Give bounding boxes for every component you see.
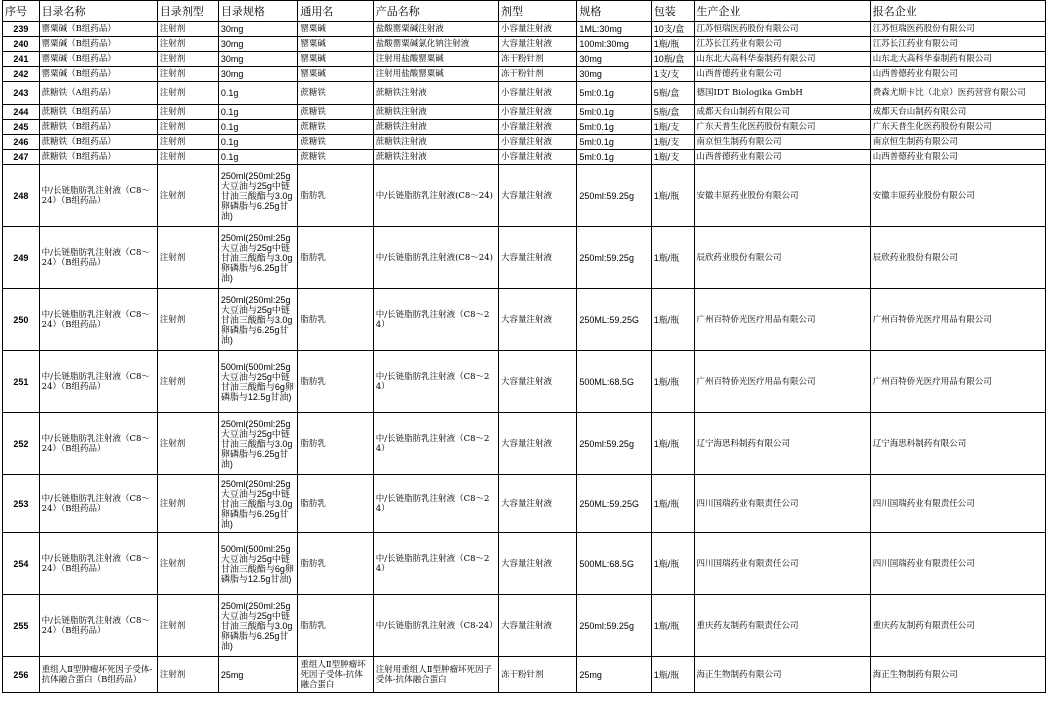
product-name-cell: 蔗糖铁注射液: [373, 82, 498, 105]
manufacturer-cell: 南京恒生制药有限公司: [694, 135, 870, 150]
spec-cell: 25mg: [577, 657, 651, 693]
catalog-spec-cell: 0.1g: [218, 150, 297, 165]
generic-name-cell: 罂粟碱: [298, 37, 373, 52]
col-header-package: 包装: [651, 1, 694, 22]
manufacturer-cell: 山西普德药业有限公司: [694, 67, 870, 82]
generic-name-cell: 脂肪乳: [298, 533, 373, 595]
table-row: [3, 475, 1046, 533]
manufacturer-cell: 辰欣药业股份有限公司: [694, 227, 870, 289]
applicant-cell: 山西普德药业有限公司: [870, 150, 1045, 165]
generic-name-cell: 罂粟碱: [298, 52, 373, 67]
spec-cell: 100ml:30mg: [577, 37, 651, 52]
generic-name-cell: 蔗糖铁: [298, 120, 373, 135]
product-name-cell: 注射用盐酸罂粟碱: [373, 52, 498, 67]
applicant-cell: 安徽丰原药业股份有限公司: [870, 165, 1045, 227]
package-cell: 1瓶/支: [651, 150, 694, 165]
catalog-spec-cell: 250ml(250ml:25g大豆油与25g中链甘油三酸酯与3.0g卵磷脂与6.25g甘油): [218, 475, 297, 533]
row-index-cell: 240: [3, 37, 40, 52]
catalog-spec-cell: 30mg: [218, 67, 297, 82]
package-cell: 1瓶/瓶: [651, 165, 694, 227]
row-index-cell: 250: [3, 289, 40, 351]
catalog-form-cell: 注射剂: [157, 475, 218, 533]
table-row: [3, 657, 1046, 693]
manufacturer-cell: 山西普德药业有限公司: [694, 150, 870, 165]
spec-cell: 30mg: [577, 67, 651, 82]
catalog-name-cell: 中/长链脂肪乳注射液（C8～24）（B组药品）: [39, 475, 157, 533]
product-name-cell: 蔗糖铁注射液: [373, 120, 498, 135]
catalog-form-cell: 注射剂: [157, 67, 218, 82]
catalog-form-cell: 注射剂: [157, 22, 218, 37]
product-name-cell: 注射用重组人Ⅱ型肿瘤坏死因子受体-抗体融合蛋白: [373, 657, 498, 693]
catalog-name-cell: 中/长链脂肪乳注射液（C8～24）（B组药品）: [39, 165, 157, 227]
dosage-form-cell: 小容量注射液: [498, 120, 576, 135]
table-row: [3, 52, 1046, 67]
generic-name-cell: 脂肪乳: [298, 227, 373, 289]
catalog-form-cell: 注射剂: [157, 105, 218, 120]
product-name-cell: 盐酸罂粟碱氯化钠注射液: [373, 37, 498, 52]
dosage-form-cell: 大容量注射液: [498, 413, 576, 475]
dosage-form-cell: 小容量注射液: [498, 105, 576, 120]
dosage-form-cell: 大容量注射液: [498, 165, 576, 227]
table-row: [3, 37, 1046, 52]
catalog-spec-cell: 250ml(250ml:25g大豆油与25g中链甘油三酸酯与3.0g卵磷脂与6.25g甘油): [218, 595, 297, 657]
catalog-form-cell: 注射剂: [157, 595, 218, 657]
applicant-cell: 山西普德药业有限公司: [870, 67, 1045, 82]
product-name-cell: 蔗糖铁注射液: [373, 135, 498, 150]
generic-name-cell: 脂肪乳: [298, 475, 373, 533]
catalog-form-cell: 注射剂: [157, 135, 218, 150]
package-cell: 1瓶/瓶: [651, 227, 694, 289]
dosage-form-cell: 冻干粉针剂: [498, 657, 576, 693]
generic-name-cell: 脂肪乳: [298, 413, 373, 475]
col-header-index: 序号: [3, 1, 40, 22]
package-cell: 1支/支: [651, 67, 694, 82]
package-cell: 1瓶/瓶: [651, 351, 694, 413]
product-name-cell: 中/长链脂肪乳注射液（C8～24）: [373, 351, 498, 413]
spec-cell: 5ml:0.1g: [577, 120, 651, 135]
manufacturer-cell: 辽宁海思科制药有限公司: [694, 413, 870, 475]
catalog-spec-cell: 500ml(500ml:25g大豆油与25g中链甘油三酸酯与6g卵磷脂与12.5g甘油): [218, 533, 297, 595]
generic-name-cell: 脂肪乳: [298, 595, 373, 657]
generic-name-cell: 蔗糖铁: [298, 82, 373, 105]
dosage-form-cell: 小容量注射液: [498, 22, 576, 37]
table-row: [3, 82, 1046, 105]
catalog-name-cell: 中/长链脂肪乳注射液（C8～24）（B组药品）: [39, 351, 157, 413]
product-name-cell: 中/长链脂肪乳注射液（C8～24）: [373, 533, 498, 595]
catalog-spec-cell: 0.1g: [218, 82, 297, 105]
catalog-spec-cell: 250ml(250ml:25g大豆油与25g中链甘油三酸酯与3.0g卵磷脂与6.25g甘油): [218, 413, 297, 475]
dosage-form-cell: 大容量注射液: [498, 227, 576, 289]
catalog-name-cell: 蔗糖铁（B组药品）: [39, 135, 157, 150]
row-index-cell: 253: [3, 475, 40, 533]
table-row: [3, 105, 1046, 120]
dosage-form-cell: 冻干粉针剂: [498, 67, 576, 82]
catalog-spec-cell: 30mg: [218, 52, 297, 67]
row-index-cell: 239: [3, 22, 40, 37]
catalog-name-cell: 蔗糖铁（A组药品）: [39, 82, 157, 105]
generic-name-cell: 蔗糖铁: [298, 135, 373, 150]
spec-cell: 250ML:59.25G: [577, 289, 651, 351]
catalog-spec-cell: 30mg: [218, 37, 297, 52]
row-index-cell: 242: [3, 67, 40, 82]
product-name-cell: 中/长链脂肪乳注射液(C8～24): [373, 227, 498, 289]
generic-name-cell: 重组人Ⅱ型肿瘤坏死因子受体-抗体融合蛋白: [298, 657, 373, 693]
catalog-name-cell: 罂粟碱（B组药品）: [39, 22, 157, 37]
catalog-name-cell: 中/长链脂肪乳注射液（C8～24）（B组药品）: [39, 533, 157, 595]
spec-cell: 5ml:0.1g: [577, 82, 651, 105]
package-cell: 1瓶/瓶: [651, 595, 694, 657]
row-index-cell: 249: [3, 227, 40, 289]
catalog-name-cell: 罂粟碱（B组药品）: [39, 52, 157, 67]
manufacturer-cell: 海正生物制药有限公司: [694, 657, 870, 693]
catalog-spec-cell: 0.1g: [218, 105, 297, 120]
catalog-spec-cell: 500ml(500ml:25g大豆油与25g中链甘油三酸酯与6g卵磷脂与12.5g甘油): [218, 351, 297, 413]
generic-name-cell: 脂肪乳: [298, 351, 373, 413]
generic-name-cell: 脂肪乳: [298, 289, 373, 351]
applicant-cell: 广州百特侨光医疗用品有限公司: [870, 289, 1045, 351]
generic-name-cell: 蔗糖铁: [298, 150, 373, 165]
row-index-cell: 252: [3, 413, 40, 475]
table-row: [3, 413, 1046, 475]
dosage-form-cell: 大容量注射液: [498, 533, 576, 595]
catalog-name-cell: 蔗糖铁（B组药品）: [39, 150, 157, 165]
manufacturer-cell: 广东天普生化医药股份有限公司: [694, 120, 870, 135]
catalog-name-cell: 蔗糖铁（B组药品）: [39, 120, 157, 135]
product-name-cell: 盐酸罂粟碱注射液: [373, 22, 498, 37]
product-name-cell: 中/长链脂肪乳注射液（C8～24）: [373, 289, 498, 351]
package-cell: 1瓶/瓶: [651, 533, 694, 595]
catalog-form-cell: 注射剂: [157, 165, 218, 227]
applicant-cell: 重庆药友制药有限责任公司: [870, 595, 1045, 657]
applicant-cell: 江苏长江药业有限公司: [870, 37, 1045, 52]
generic-name-cell: 罂粟碱: [298, 22, 373, 37]
dosage-form-cell: 大容量注射液: [498, 289, 576, 351]
catalog-form-cell: 注射剂: [157, 52, 218, 67]
applicant-cell: 四川国瑞药业有限责任公司: [870, 533, 1045, 595]
drug-catalog-table: [2, 0, 1046, 693]
package-cell: 1瓶/瓶: [651, 413, 694, 475]
spec-cell: 5ml:0.1g: [577, 135, 651, 150]
package-cell: 1瓶/瓶: [651, 289, 694, 351]
dosage-form-cell: 小容量注射液: [498, 150, 576, 165]
generic-name-cell: 脂肪乳: [298, 165, 373, 227]
catalog-name-cell: 罂粟碱（B组药品）: [39, 67, 157, 82]
spec-cell: 250ml:59.25g: [577, 165, 651, 227]
table-row: [3, 351, 1046, 413]
dosage-form-cell: 小容量注射液: [498, 82, 576, 105]
manufacturer-cell: 江苏恒瑞医药股份有限公司: [694, 22, 870, 37]
applicant-cell: 辽宁海思科制药有限公司: [870, 413, 1045, 475]
catalog-name-cell: 重组人Ⅱ型肿瘤坏死因子受体-抗体融合蛋白（B组药品）: [39, 657, 157, 693]
package-cell: 5瓶/盒: [651, 105, 694, 120]
catalog-form-cell: 注射剂: [157, 82, 218, 105]
row-index-cell: 243: [3, 82, 40, 105]
package-cell: 10支/盒: [651, 22, 694, 37]
product-name-cell: 蔗糖铁注射液: [373, 105, 498, 120]
applicant-cell: 四川国瑞药业有限责任公司: [870, 475, 1045, 533]
table-row: [3, 22, 1046, 37]
spec-cell: 250ml:59.25g: [577, 595, 651, 657]
spec-cell: 1ML:30mg: [577, 22, 651, 37]
spec-cell: 500ML:68.5G: [577, 533, 651, 595]
col-header-dosage-form: 剂型: [498, 1, 576, 22]
manufacturer-cell: 山东北大高科华泰制药有限公司: [694, 52, 870, 67]
col-header-manufacturer: 生产企业: [694, 1, 870, 22]
spec-cell: 30mg: [577, 52, 651, 67]
package-cell: 1瓶/瓶: [651, 657, 694, 693]
applicant-cell: 南京恒生制药有限公司: [870, 135, 1045, 150]
table-row: [3, 227, 1046, 289]
col-header-catalog-name: 目录名称: [39, 1, 157, 22]
catalog-form-cell: 注射剂: [157, 37, 218, 52]
package-cell: 1瓶/支: [651, 120, 694, 135]
spec-cell: 250ml:59.25g: [577, 413, 651, 475]
spec-cell: 500ML:68.5G: [577, 351, 651, 413]
product-name-cell: 中/长链脂肪乳注射液(C8～24): [373, 165, 498, 227]
dosage-form-cell: 大容量注射液: [498, 37, 576, 52]
product-name-cell: 蔗糖铁注射液: [373, 150, 498, 165]
package-cell: 1瓶/瓶: [651, 37, 694, 52]
manufacturer-cell: 广州百特侨光医疗用品有限公司: [694, 289, 870, 351]
applicant-cell: 海正生物制药有限公司: [870, 657, 1045, 693]
manufacturer-cell: 成都天台山制药有限公司: [694, 105, 870, 120]
dosage-form-cell: 大容量注射液: [498, 475, 576, 533]
manufacturer-cell: 江苏长江药业有限公司: [694, 37, 870, 52]
dosage-form-cell: 小容量注射液: [498, 135, 576, 150]
product-name-cell: 中/长链脂肪乳注射液（C8-24）: [373, 595, 498, 657]
catalog-form-cell: 注射剂: [157, 533, 218, 595]
col-header-spec: 规格: [577, 1, 651, 22]
row-index-cell: 254: [3, 533, 40, 595]
package-cell: 5瓶/盒: [651, 82, 694, 105]
catalog-form-cell: 注射剂: [157, 150, 218, 165]
catalog-spec-cell: 250ml(250ml:25g大豆油与25g中链甘油三酸酯与3.0g卵磷脂与6.25g甘油): [218, 289, 297, 351]
catalog-spec-cell: 250ml(250ml:25g大豆油与25g中链甘油三酸酯与3.0g卵磷脂与6.25g甘油): [218, 227, 297, 289]
row-index-cell: 247: [3, 150, 40, 165]
row-index-cell: 241: [3, 52, 40, 67]
spec-cell: 5ml:0.1g: [577, 150, 651, 165]
manufacturer-cell: 四川国瑞药业有限责任公司: [694, 475, 870, 533]
package-cell: 1瓶/支: [651, 135, 694, 150]
catalog-form-cell: 注射剂: [157, 289, 218, 351]
package-cell: 10瓶/盒: [651, 52, 694, 67]
col-header-generic-name: 通用名: [298, 1, 373, 22]
manufacturer-cell: 四川国瑞药业有限责任公司: [694, 533, 870, 595]
catalog-name-cell: 中/长链脂肪乳注射液（C8～24）（B组药品）: [39, 289, 157, 351]
catalog-name-cell: 中/长链脂肪乳注射液（C8～24）（B组药品）: [39, 413, 157, 475]
table-row: [3, 150, 1046, 165]
catalog-spec-cell: 250ml(250ml:25g大豆油与25g中链甘油三酸酯与3.0g卵磷脂与6.25g甘油): [218, 165, 297, 227]
manufacturer-cell: 重庆药友制药有限责任公司: [694, 595, 870, 657]
table-row: [3, 135, 1046, 150]
catalog-form-cell: 注射剂: [157, 413, 218, 475]
catalog-form-cell: 注射剂: [157, 120, 218, 135]
applicant-cell: 成都天台山制药有限公司: [870, 105, 1045, 120]
package-cell: 1瓶/瓶: [651, 475, 694, 533]
catalog-form-cell: 注射剂: [157, 227, 218, 289]
table-row: [3, 165, 1046, 227]
applicant-cell: 山东北大高科华泰制药有限公司: [870, 52, 1045, 67]
row-index-cell: 248: [3, 165, 40, 227]
applicant-cell: 费森尤斯卡比（北京）医药营营有限公司: [870, 82, 1045, 105]
product-name-cell: 注射用盐酸罂粟碱: [373, 67, 498, 82]
dosage-form-cell: 大容量注射液: [498, 595, 576, 657]
generic-name-cell: 蔗糖铁: [298, 105, 373, 120]
row-index-cell: 255: [3, 595, 40, 657]
catalog-spec-cell: 0.1g: [218, 120, 297, 135]
generic-name-cell: 罂粟碱: [298, 67, 373, 82]
row-index-cell: 245: [3, 120, 40, 135]
row-index-cell: 246: [3, 135, 40, 150]
product-name-cell: 中/长链脂肪乳注射液（C8～24）: [373, 475, 498, 533]
spec-cell: 5ml:0.1g: [577, 105, 651, 120]
dosage-form-cell: 大容量注射液: [498, 351, 576, 413]
catalog-spec-cell: 25mg: [218, 657, 297, 693]
catalog-spec-cell: 30mg: [218, 22, 297, 37]
spec-cell: 250ML:59.25G: [577, 475, 651, 533]
table-row: [3, 289, 1046, 351]
col-header-catalog-spec: 目录规格: [218, 1, 297, 22]
catalog-name-cell: 蔗糖铁（B组药品）: [39, 105, 157, 120]
applicant-cell: 广东天普生化医药股份有限公司: [870, 120, 1045, 135]
manufacturer-cell: 安徽丰原药业股份有限公司: [694, 165, 870, 227]
catalog-name-cell: 中/长链脂肪乳注射液（C8～24）（B组药品）: [39, 227, 157, 289]
col-header-applicant: 报名企业: [870, 1, 1045, 22]
table-row: [3, 120, 1046, 135]
applicant-cell: 江苏恒瑞医药股份有限公司: [870, 22, 1045, 37]
catalog-form-cell: 注射剂: [157, 351, 218, 413]
product-name-cell: 中/长链脂肪乳注射液（C8～24）: [373, 413, 498, 475]
applicant-cell: 广州百特侨光医疗用品有限公司: [870, 351, 1045, 413]
table-row: [3, 533, 1046, 595]
header-row: [3, 1, 1046, 22]
table-row: [3, 67, 1046, 82]
row-index-cell: 244: [3, 105, 40, 120]
catalog-name-cell: 中/长链脂肪乳注射液（C8～24）（B组药品）: [39, 595, 157, 657]
row-index-cell: 251: [3, 351, 40, 413]
manufacturer-cell: 广州百特侨光医疗用品有限公司: [694, 351, 870, 413]
spec-cell: 250ml:59.25g: [577, 227, 651, 289]
table-row: [3, 595, 1046, 657]
catalog-form-cell: 注射剂: [157, 657, 218, 693]
manufacturer-cell: 德国IDT Biologika GmbH: [694, 82, 870, 105]
applicant-cell: 辰欣药业股份有限公司: [870, 227, 1045, 289]
col-header-catalog-form: 目录剂型: [157, 1, 218, 22]
row-index-cell: 256: [3, 657, 40, 693]
dosage-form-cell: 冻干粉针剂: [498, 52, 576, 67]
col-header-product-name: 产品名称: [373, 1, 498, 22]
catalog-name-cell: 罂粟碱（B组药品）: [39, 37, 157, 52]
catalog-spec-cell: 0.1g: [218, 135, 297, 150]
